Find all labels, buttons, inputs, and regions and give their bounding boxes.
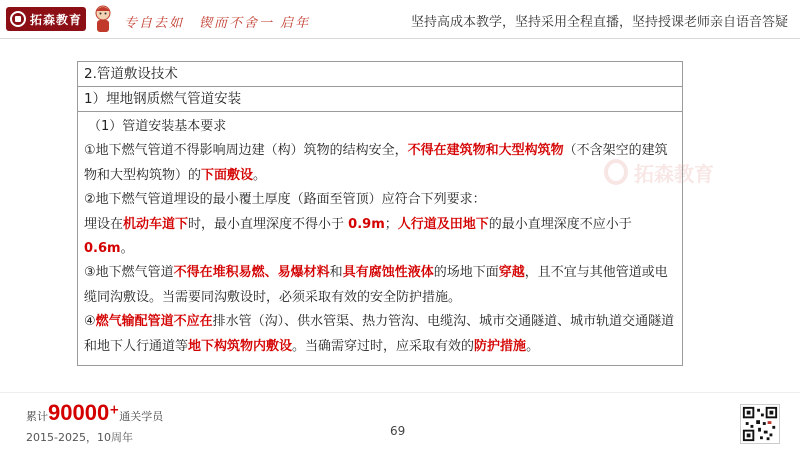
content-body: [78, 112, 682, 365]
paragraph-5: [84, 310, 676, 359]
watermark-text: 拓森教育: [634, 161, 714, 186]
highlight-text: 防护措施: [474, 338, 527, 354]
section-title: 2.管道敷设技术: [84, 66, 178, 82]
body-text: ①地下燃气管道不得影响周边建（构）筑物的结构安全，: [84, 143, 408, 159]
body-text: 。: [120, 241, 134, 257]
page-number: 69: [390, 424, 406, 438]
highlight-text: 穿越: [498, 265, 525, 281]
qr-code-icon: [740, 404, 780, 444]
anniversary-text: 2015-2025，10周年: [26, 431, 133, 444]
section-title-row: [78, 62, 682, 87]
highlight-text: 下面敷设: [201, 167, 254, 183]
handwritten-motto: 专自去如 锲而不舍一 启年: [124, 16, 311, 31]
highlight-text: 不得在建筑物和大型构筑物: [407, 143, 564, 159]
body-text: ④: [84, 314, 96, 330]
brand-logo: [6, 7, 86, 31]
paragraph-2: [84, 188, 676, 212]
highlight-text: 地下构筑物内敷设: [188, 338, 293, 354]
logo-text: 拓森教育: [30, 12, 83, 27]
header-bar: [0, 0, 800, 38]
body-text: 时，最小直埋深度不得小于: [188, 216, 349, 232]
body-text: ③地下燃气管道: [84, 265, 174, 281]
subsection-title: 1）埋地钢质燃气管道安装: [84, 91, 242, 107]
body-text: （不含架空的建筑物和大型构筑物）的: [84, 143, 668, 183]
header-divider: [0, 38, 800, 39]
header-slogan: 坚持高成本教学，坚持采用全程直播，坚持授课老师亲自语音答疑: [410, 15, 788, 30]
highlight-text: 0.6m: [84, 241, 121, 257]
body-text: 排水管（沟）、供水管渠、热力管沟、电缆沟、城市交通隧道、城市轨道交通隧道和地下人行通道等: [84, 314, 675, 354]
body-text: ②地下燃气管道埋设的最小覆土厚度（路面至管顶）应符合下列要求：: [84, 192, 486, 208]
highlight-text: 不得在堆积易燃、易爆材料: [173, 265, 330, 281]
body-text: ，且不宜与其他管道或电缆同沟敷设。当需要同沟敷设时，必须采取有效的安全防护措施。: [84, 265, 668, 305]
student-count: [26, 400, 163, 426]
highlight-text: 具有腐蚀性液体: [342, 265, 434, 281]
count-suffix: 通关学员: [119, 410, 164, 423]
requirements-heading: （1）管道安装基本要求: [88, 119, 227, 134]
body-text: 。: [526, 338, 540, 354]
logo-icon: [10, 11, 26, 27]
body-text: 和: [329, 265, 343, 281]
body-text: 。当确需穿过时，应采取有效的: [292, 338, 475, 354]
count-prefix: 累计: [26, 410, 48, 423]
body-text: 的场地下面: [433, 265, 499, 281]
body-text: ；: [384, 216, 398, 232]
count-plus: +: [109, 402, 120, 417]
highlight-text: 人行道及田地下: [397, 216, 489, 232]
body-text: 。: [253, 167, 267, 183]
footer-divider: [0, 392, 800, 393]
paragraph-4: [84, 261, 676, 310]
paragraph-3: [84, 213, 676, 262]
highlight-text: 0.9m: [348, 216, 385, 232]
highlight-text: 燃气输配管道不应在: [95, 314, 213, 330]
paragraph-1: [84, 139, 676, 188]
body-text: 埋设在: [84, 216, 124, 232]
mascot-icon: [90, 4, 116, 34]
subsection-title-row: [78, 87, 682, 112]
body-text: 的最小直埋深度不应小于: [488, 216, 632, 232]
highlight-text: 机动车道下: [123, 216, 189, 232]
content-table: [77, 61, 683, 366]
count-value: 90000: [48, 400, 110, 425]
